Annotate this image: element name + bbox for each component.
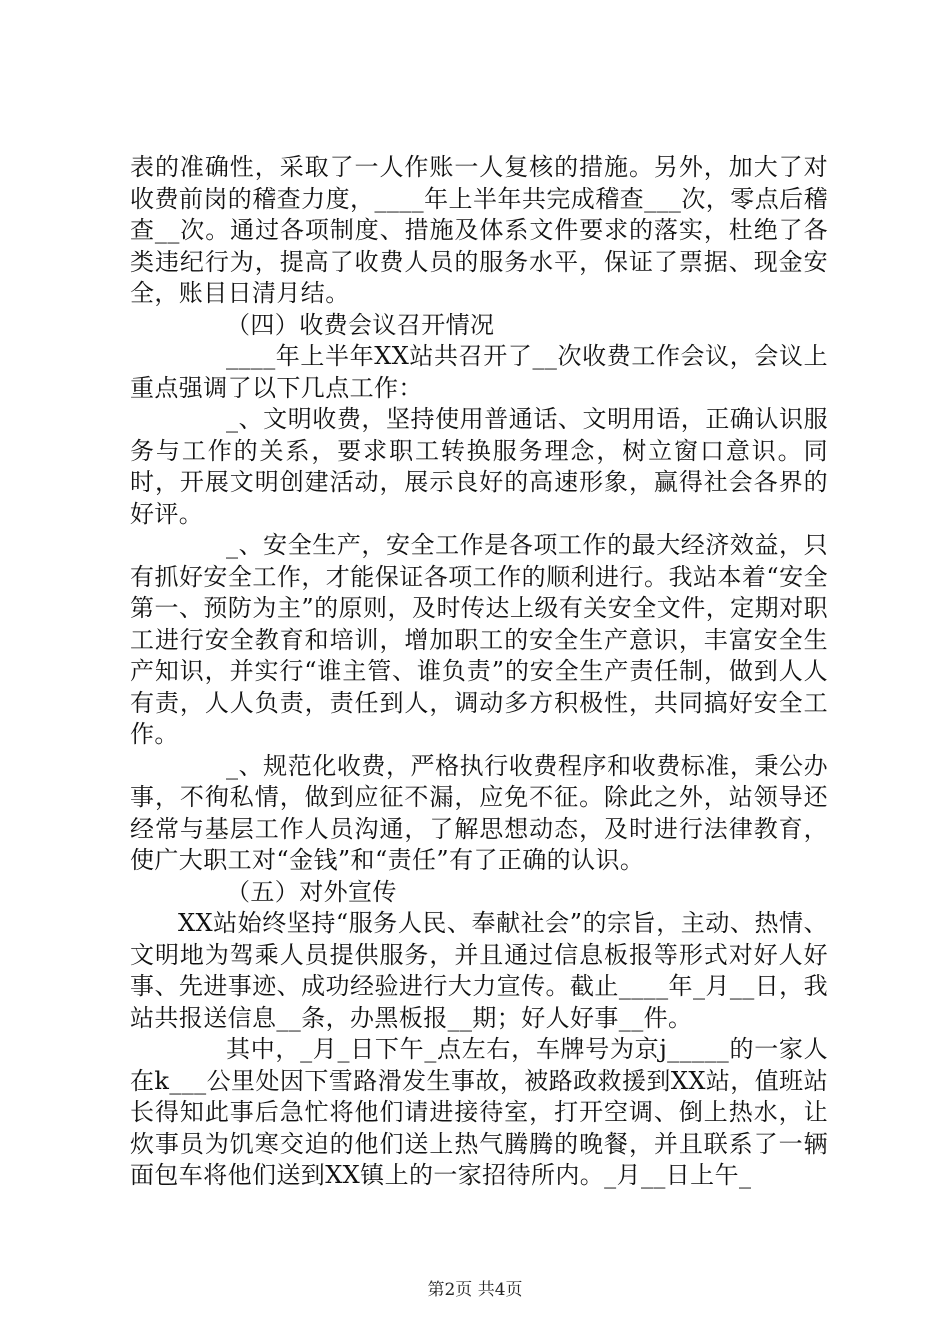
document-body <box>130 152 828 1192</box>
paragraph: 表的准确性，采取了一人作账一人复核的措施。另外，加大了对收费前岗的稽查力度，____年上半年共完成稽查___次，零点后稽查__次。通过各项制度、措施及体系文件要求的落实，杜绝了各类违纪行为，提高了收费人员的服务水平，保证了票据、现金安全，账目日清月结。 <box>130 153 828 307</box>
list-paragraph: _、规范化收费，严格执行收费程序和收费标准，秉公办事，不徇私情，做到应征不漏，应免不征。除此之外，站领导还经常与基层工作人员沟通，了解思想动态，及时进行法律教育，使广大职工对“金钱”和“责任”有了正确的认识。 <box>130 751 828 874</box>
page-number-footer: 第2页 共4页 <box>427 1280 523 1300</box>
list-paragraph: _、安全生产，安全工作是各项工作的最大经济效益，只有抓好安全工作，才能保证各项工作的顺利进行。我站本着“安全第一、预防为主”的原则，及时传达上级有关安全文件，定期对职工进行安全教育和培训，增加职工的安全生产意识，丰富安全生产知识，并实行“谁主管、谁负责”的安全生产责任制，做到人人有责，人人负责，责任到人，调动多方积极性，共同搞好安全工作。 <box>130 531 828 748</box>
section-heading: （四）收费会议召开情况 <box>226 310 495 339</box>
paragraph: XX站始终坚持“服务人民、奉献社会”的宗旨，主动、热情、文明地为驾乘人员提供服务，并且通过信息板报等形式对好人好事、先进事迹、成功经验进行大力宣传。截止____年_月__日，我站共报送信息__条，办黑板报__期；好人好事__件。 <box>130 909 828 1032</box>
paragraph: 其中，_月_日下午_点左右，车牌号为京j_____的一家人在k___公里处因下雪路滑发生事故，被路政救援到XX站，值班站长得知此事后急忙将他们请进接待室，打开空调、倒上热水，让炊事员为饥寒交迫的他们送上热气腾腾的晚餐，并且联系了一辆面包车将他们送到XX镇上的一家招待所内。_月__日上午_ <box>130 1035 828 1189</box>
paragraph: ____年上半年XX站共召开了__次收费工作会议，会议上重点强调了以下几点工作： <box>130 342 828 402</box>
section-heading: （五）对外宣传 <box>226 877 397 906</box>
list-paragraph: _、文明收费，坚持使用普通话、文明用语，正确认识服务与工作的关系，要求职工转换服务理念，树立窗口意识。同时，开展文明创建活动，展示良好的高速形象，赢得社会各界的好评。 <box>130 405 828 528</box>
